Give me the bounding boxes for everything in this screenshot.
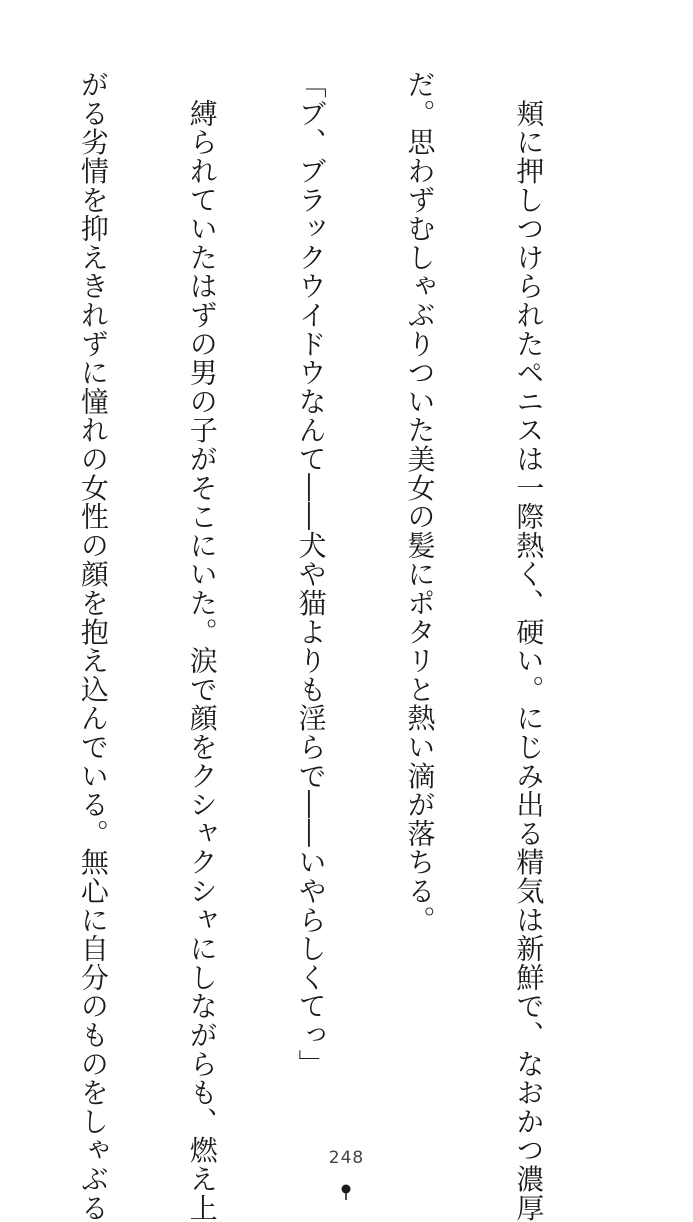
page-marker-icon — [340, 1183, 352, 1200]
text-line: だ。思わずむしゃぶりついた美女の髪にポタリと熱い滴が落ちる。 — [403, 70, 437, 934]
text-line: がる劣情を抑えきれずに憧れの女性の顔を抱え込んでいる。無心に自分のものをしゃぶる — [76, 70, 110, 1222]
text-line: 「ブ、ブラックウイドウなんて――犬や猫よりも淫らで――いやらしくてっ」 — [294, 70, 328, 1078]
page-number: 248 — [328, 1148, 365, 1168]
text-line — [0, 70, 2, 1120]
text-line: 頬に押しつけられたペニスは一際熱く、硬い。にじみ出る精気は新鮮で、なおかつ濃厚 — [512, 70, 546, 1222]
text-line: 縛られていたはずの男の子がそこにいた。涙で顔をクシャクシャにしながらも、燃え上 — [185, 70, 219, 1222]
